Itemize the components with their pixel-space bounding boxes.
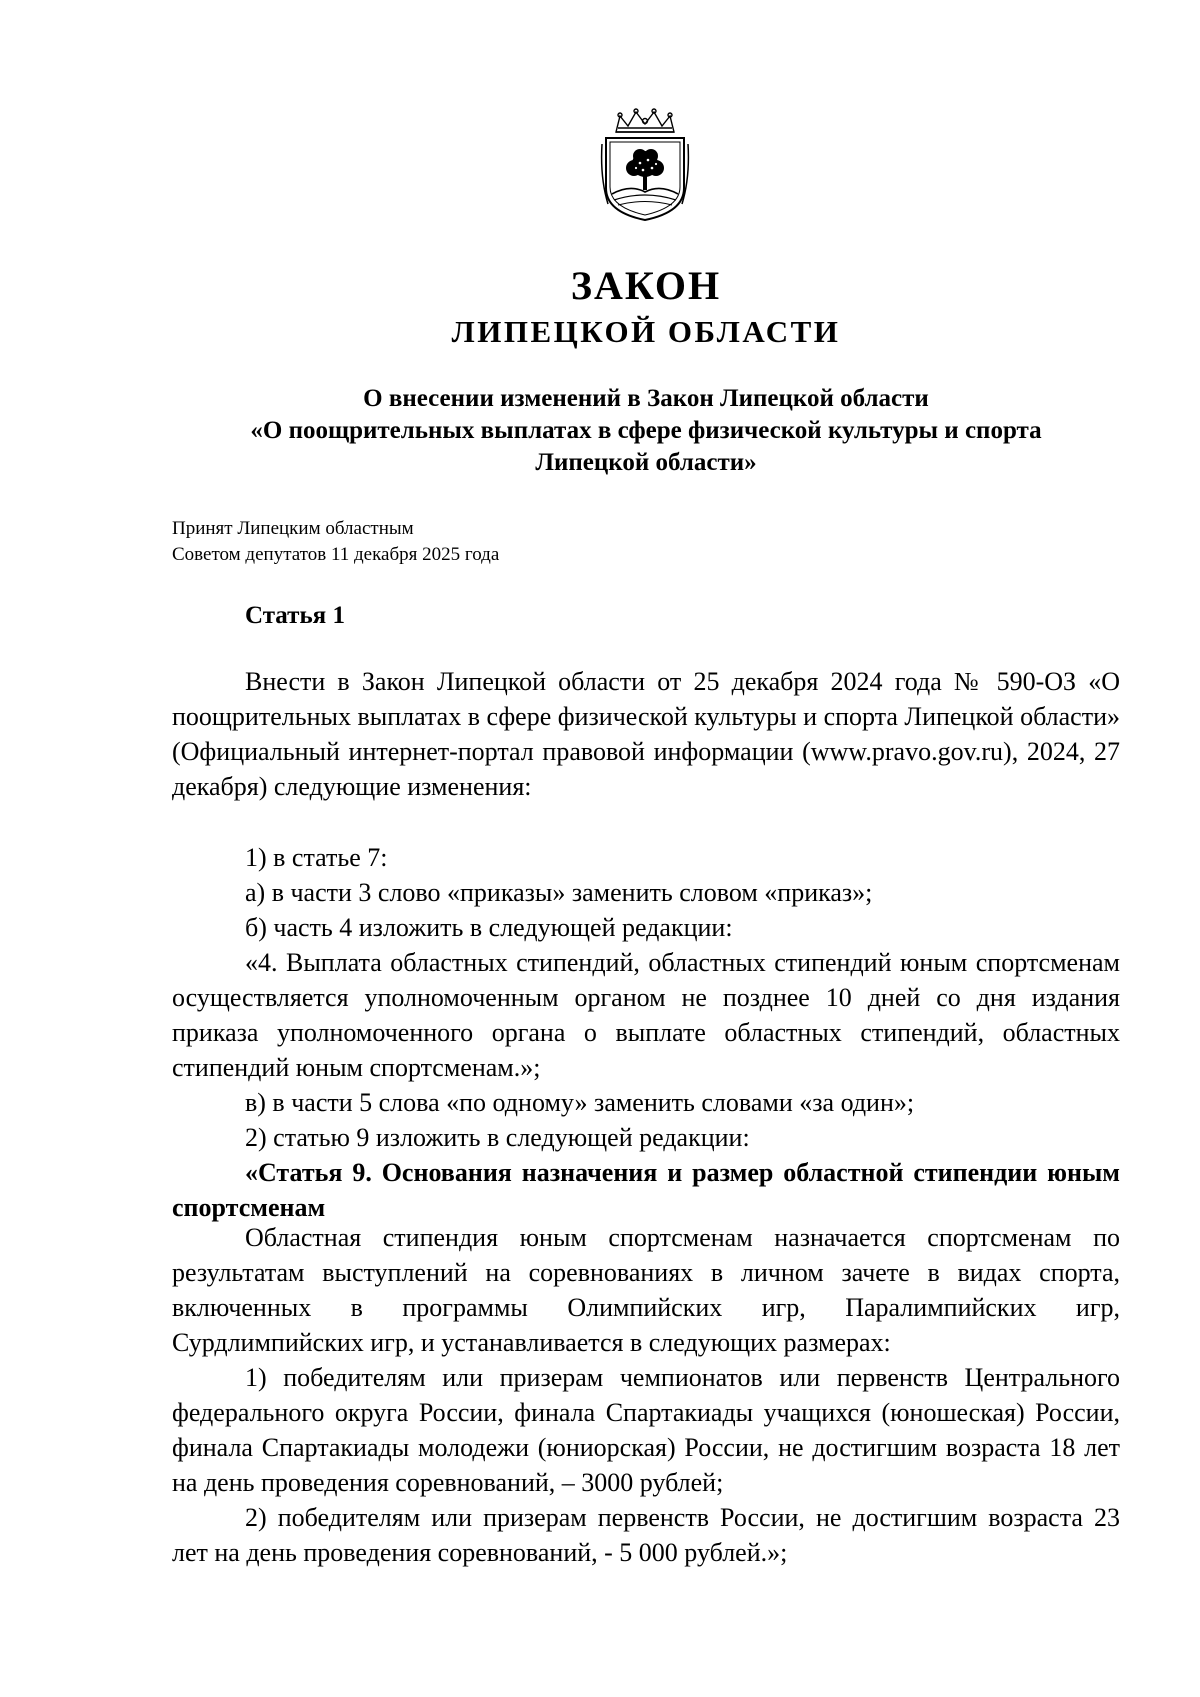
law-title <box>160 383 1132 479</box>
article-9-heading: «Статья 9. Основания назначения и размер областной стипендии юным спортсменам <box>172 1158 1120 1222</box>
article-9-text <box>172 1220 1120 1570</box>
paragraph: 2) статью 9 изложить в следующей редакции: <box>245 1123 750 1152</box>
law-title-line: Липецкой области» <box>535 449 757 476</box>
paragraph: б) часть 4 изложить в следующей редакции: <box>245 913 733 942</box>
paragraph: 1) в статье 7: <box>245 843 388 872</box>
paragraph: а) в части 3 слово «приказы» заменить словом «приказ»; <box>245 878 873 907</box>
paragraph: в) в части 5 слова «по одному» заменить словами «за один»; <box>245 1088 915 1117</box>
law-title-line: «О поощрительных выплатах в сфере физической культуры и спорта <box>250 417 1042 444</box>
adoption-note-line: Принят Липецким областным <box>172 518 414 539</box>
paragraph: Внести в Закон Липецкой области от 25 декабря 2024 года № 590-ОЗ «О поощрительных выплатах в сфере физической культуры и спорта Липецкой области» (Официальный интернет-портал правовой информации (www.pravo.gov.ru), 2024, 27 декабря) следующие изменения: <box>172 667 1120 801</box>
paragraph: «4. Выплата областных стипендий, областных стипендий юным спортсменам осуществляется уполномоченным органом не позднее 10 дней со дня издания приказа уполномоченного органа о выплате областных стипендий, областных стипендий юным спортсменам.»; <box>172 948 1120 1082</box>
law-title-line: О внесении изменений в Закон Липецкой области <box>363 385 929 412</box>
article-intro <box>172 664 1120 804</box>
lipetsk-oblast-coat-of-arms-icon <box>600 108 690 222</box>
amendments-list <box>172 840 1120 1225</box>
document-subtitle: ЛИПЕЦКОЙ ОБЛАСТИ <box>451 314 841 349</box>
adoption-note <box>172 516 499 568</box>
paragraph: 2) победителям или призерам первенств России, не достигшим возраста 23 лет на день проведения соревнований, - 5 000 рублей.»; <box>172 1503 1120 1567</box>
paragraph: 1) победителям или призерам чемпионатов или первенств Центрального федерального округа России, финала Спартакиады учащихся (юношеская) России, финала Спартакиады молодежи (юниорская) России, не достигшим возраста 18 лет на день проведения соревнований, – 3000 рублей; <box>172 1363 1120 1497</box>
adoption-note-line: Советом депутатов 11 декабря 2025 года <box>172 544 500 565</box>
article-heading: Статья 1 <box>245 602 345 629</box>
document-title: ЗАКОН <box>570 263 722 308</box>
paragraph: Областная стипендия юным спортсменам назначается спортсменам по результатам выступлений на соревнованиях в личном зачете в видах спорта, включенных в программы Олимпийских игр, Паралимпийских игр, Сурдлимпийских игр, и устанавливается в следующих размерах: <box>172 1223 1120 1357</box>
